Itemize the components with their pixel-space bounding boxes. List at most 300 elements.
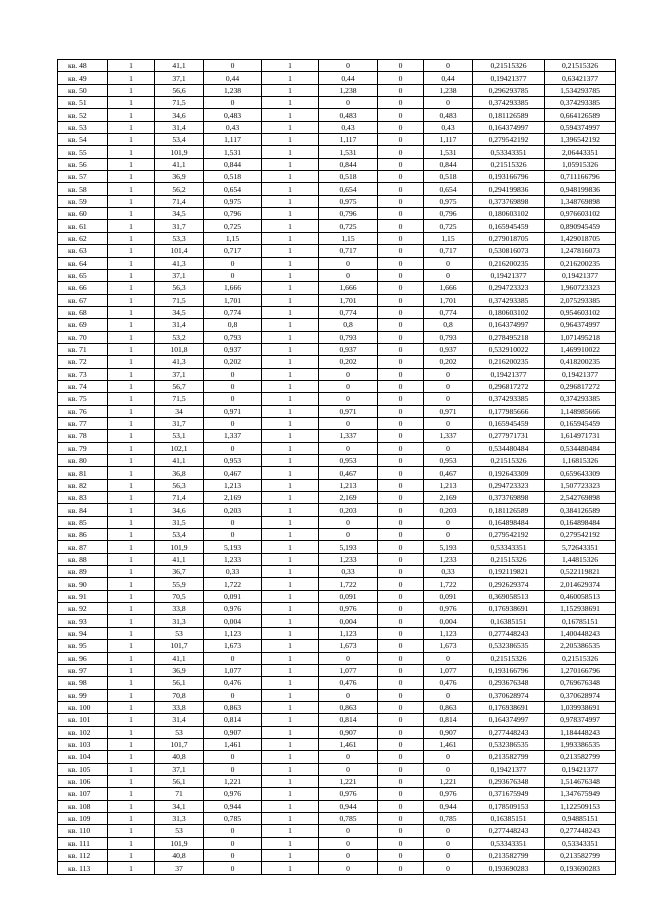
col-share-cell: 0,21515326 xyxy=(473,60,545,72)
col-share-cell: 0,369058513 xyxy=(473,590,545,602)
col-count-cell: 1 xyxy=(108,282,155,294)
col-value-b-cell: 0,863 xyxy=(319,701,378,713)
col-area-cell: 56,2 xyxy=(155,183,204,195)
apartment-number-cell: кв. 54 xyxy=(58,134,108,146)
col-value-c-cell: 1,666 xyxy=(424,282,473,294)
col-value-a-cell: 0 xyxy=(204,652,262,664)
col-count-b-cell: 1 xyxy=(262,294,319,306)
col-total-cell: 1,122509153 xyxy=(545,800,616,812)
col-share-cell: 0,374293385 xyxy=(473,97,545,109)
col-area-cell: 37 xyxy=(155,862,204,874)
col-share-cell: 0,19421377 xyxy=(473,269,545,281)
col-count-b-cell: 1 xyxy=(262,800,319,812)
table-row xyxy=(58,208,616,220)
col-value-c-cell: 0 xyxy=(424,257,473,269)
col-value-a-cell: 0,971 xyxy=(204,405,262,417)
col-area-cell: 36,9 xyxy=(155,171,204,183)
col-total-cell: 0,296817272 xyxy=(545,380,616,392)
col-total-cell: 0,277448243 xyxy=(545,825,616,837)
col-value-b-cell: 1,673 xyxy=(319,640,378,652)
col-area-cell: 37,1 xyxy=(155,368,204,380)
table-row xyxy=(58,220,616,232)
apartment-number-cell: кв. 60 xyxy=(58,208,108,220)
col-value-c-cell: 0,44 xyxy=(424,72,473,84)
col-value-b-cell: 1,213 xyxy=(319,479,378,491)
apartment-number-cell: кв. 79 xyxy=(58,442,108,454)
col-share-cell: 0,178509153 xyxy=(473,800,545,812)
col-count-cell: 1 xyxy=(108,677,155,689)
col-count-cell: 1 xyxy=(108,603,155,615)
apartment-number-cell: кв. 106 xyxy=(58,775,108,787)
col-value-a-cell: 1,117 xyxy=(204,134,262,146)
col-value-c-cell: 1,722 xyxy=(424,578,473,590)
col-count-b-cell: 1 xyxy=(262,146,319,158)
col-value-c-cell: 0 xyxy=(424,763,473,775)
col-area-cell: 70,5 xyxy=(155,590,204,602)
col-value-c-cell: 1,117 xyxy=(424,134,473,146)
col-total-cell: 1,396542192 xyxy=(545,134,616,146)
col-count-b-cell: 1 xyxy=(262,701,319,713)
col-count-b-cell: 1 xyxy=(262,627,319,639)
apartment-number-cell: кв. 112 xyxy=(58,850,108,862)
col-total-cell: 0,418200235 xyxy=(545,356,616,368)
col-share-cell: 0,530816073 xyxy=(473,245,545,257)
col-value-c-cell: 0,33 xyxy=(424,566,473,578)
col-value-c-cell: 0 xyxy=(424,417,473,429)
col-total-cell: 1,429018705 xyxy=(545,232,616,244)
apartment-number-cell: кв. 67 xyxy=(58,294,108,306)
col-count-cell: 1 xyxy=(108,627,155,639)
col-value-a-cell: 0,844 xyxy=(204,158,262,170)
col-count-b-cell: 1 xyxy=(262,405,319,417)
col-share-cell: 0,16385151 xyxy=(473,812,545,824)
col-value-a-cell: 0 xyxy=(204,269,262,281)
col-value-b-cell: 0 xyxy=(319,751,378,763)
col-total-cell: 0,216200235 xyxy=(545,257,616,269)
col-count-cell: 1 xyxy=(108,566,155,578)
col-value-a-cell: 0,8 xyxy=(204,319,262,331)
apartment-number-cell: кв. 97 xyxy=(58,664,108,676)
col-share-cell: 0,177985666 xyxy=(473,405,545,417)
col-share-cell: 0,532386535 xyxy=(473,640,545,652)
apartment-number-cell: кв. 85 xyxy=(58,516,108,528)
col-total-cell: 0,659643309 xyxy=(545,467,616,479)
col-share-cell: 0,374293385 xyxy=(473,294,545,306)
col-value-c-cell: 1,221 xyxy=(424,775,473,787)
col-count-cell: 1 xyxy=(108,442,155,454)
col-total-cell: 0,948199836 xyxy=(545,183,616,195)
col-count-cell: 1 xyxy=(108,257,155,269)
col-area-cell: 37,1 xyxy=(155,269,204,281)
col-count-cell: 1 xyxy=(108,319,155,331)
col-total-cell: 1,071495218 xyxy=(545,331,616,343)
col-total-cell: 0,534480484 xyxy=(545,442,616,454)
col-area-cell: 71,5 xyxy=(155,294,204,306)
col-value-a-cell: 0,483 xyxy=(204,109,262,121)
col-total-cell: 2,014629374 xyxy=(545,578,616,590)
col-total-cell: 1,148985666 xyxy=(545,405,616,417)
col-share-cell: 0,216200235 xyxy=(473,257,545,269)
table-body xyxy=(58,60,616,875)
col-zero-cell: 0 xyxy=(378,590,424,602)
table-row xyxy=(58,134,616,146)
document-page xyxy=(57,59,616,875)
col-count-b-cell: 1 xyxy=(262,134,319,146)
table-row xyxy=(58,615,616,627)
apartment-number-cell: кв. 86 xyxy=(58,529,108,541)
col-count-cell: 1 xyxy=(108,417,155,429)
col-area-cell: 36,8 xyxy=(155,467,204,479)
col-count-b-cell: 1 xyxy=(262,603,319,615)
col-value-a-cell: 0,907 xyxy=(204,726,262,738)
col-area-cell: 36,7 xyxy=(155,566,204,578)
col-value-a-cell: 1,461 xyxy=(204,738,262,750)
table-row xyxy=(58,158,616,170)
col-total-cell: 1,184448243 xyxy=(545,726,616,738)
col-count-cell: 1 xyxy=(108,158,155,170)
col-area-cell: 34,6 xyxy=(155,109,204,121)
table-row xyxy=(58,380,616,392)
col-total-cell: 0,19421377 xyxy=(545,269,616,281)
apartment-number-cell: кв. 70 xyxy=(58,331,108,343)
col-count-b-cell: 1 xyxy=(262,356,319,368)
col-count-b-cell: 1 xyxy=(262,479,319,491)
col-share-cell: 0,19421377 xyxy=(473,72,545,84)
col-value-c-cell: 0,202 xyxy=(424,356,473,368)
col-zero-cell: 0 xyxy=(378,800,424,812)
apartment-number-cell: кв. 55 xyxy=(58,146,108,158)
col-value-a-cell: 0 xyxy=(204,862,262,874)
table-row xyxy=(58,862,616,874)
col-value-b-cell: 0 xyxy=(319,652,378,664)
col-area-cell: 53 xyxy=(155,825,204,837)
col-area-cell: 31,3 xyxy=(155,615,204,627)
table-row xyxy=(58,751,616,763)
col-total-cell: 0,94885151 xyxy=(545,812,616,824)
col-area-cell: 70,8 xyxy=(155,689,204,701)
col-zero-cell: 0 xyxy=(378,578,424,590)
col-zero-cell: 0 xyxy=(378,812,424,824)
col-count-cell: 1 xyxy=(108,393,155,405)
col-count-b-cell: 1 xyxy=(262,60,319,72)
col-zero-cell: 0 xyxy=(378,553,424,565)
col-count-cell: 1 xyxy=(108,479,155,491)
col-zero-cell: 0 xyxy=(378,208,424,220)
col-count-b-cell: 1 xyxy=(262,171,319,183)
col-count-b-cell: 1 xyxy=(262,319,319,331)
col-value-b-cell: 0,33 xyxy=(319,566,378,578)
col-zero-cell: 0 xyxy=(378,664,424,676)
col-value-b-cell: 0,976 xyxy=(319,788,378,800)
col-zero-cell: 0 xyxy=(378,825,424,837)
col-zero-cell: 0 xyxy=(378,504,424,516)
col-count-b-cell: 1 xyxy=(262,751,319,763)
col-area-cell: 101,4 xyxy=(155,245,204,257)
col-value-a-cell: 0,937 xyxy=(204,343,262,355)
col-count-cell: 1 xyxy=(108,245,155,257)
col-value-a-cell: 0 xyxy=(204,380,262,392)
col-count-cell: 1 xyxy=(108,850,155,862)
col-area-cell: 31,4 xyxy=(155,319,204,331)
col-value-a-cell: 0 xyxy=(204,257,262,269)
table-row xyxy=(58,504,616,516)
col-value-a-cell: 0 xyxy=(204,529,262,541)
col-value-b-cell: 0,43 xyxy=(319,121,378,133)
col-count-cell: 1 xyxy=(108,60,155,72)
table-row xyxy=(58,257,616,269)
col-value-a-cell: 1,15 xyxy=(204,232,262,244)
col-value-c-cell: 0,907 xyxy=(424,726,473,738)
apartment-number-cell: кв. 53 xyxy=(58,121,108,133)
col-count-cell: 1 xyxy=(108,294,155,306)
col-count-b-cell: 1 xyxy=(262,208,319,220)
col-count-b-cell: 1 xyxy=(262,652,319,664)
col-total-cell: 1,534293785 xyxy=(545,84,616,96)
col-value-c-cell: 0,717 xyxy=(424,245,473,257)
table-row xyxy=(58,405,616,417)
col-count-cell: 1 xyxy=(108,195,155,207)
col-zero-cell: 0 xyxy=(378,343,424,355)
col-share-cell: 0,293676348 xyxy=(473,677,545,689)
apartment-number-cell: кв. 98 xyxy=(58,677,108,689)
col-value-b-cell: 0 xyxy=(319,380,378,392)
col-share-cell: 0,21515326 xyxy=(473,455,545,467)
col-value-b-cell: 0,725 xyxy=(319,220,378,232)
col-count-b-cell: 1 xyxy=(262,343,319,355)
col-count-cell: 1 xyxy=(108,306,155,318)
col-share-cell: 0,534480484 xyxy=(473,442,545,454)
col-area-cell: 31,4 xyxy=(155,714,204,726)
apartment-number-cell: кв. 100 xyxy=(58,701,108,713)
col-total-cell: 0,374293385 xyxy=(545,97,616,109)
col-share-cell: 0,164374997 xyxy=(473,121,545,133)
col-zero-cell: 0 xyxy=(378,220,424,232)
apartment-number-cell: кв. 69 xyxy=(58,319,108,331)
col-zero-cell: 0 xyxy=(378,775,424,787)
col-count-cell: 1 xyxy=(108,664,155,676)
table-row xyxy=(58,306,616,318)
col-total-cell: 0,165945459 xyxy=(545,417,616,429)
col-value-c-cell: 0 xyxy=(424,529,473,541)
col-count-b-cell: 1 xyxy=(262,467,319,479)
col-count-cell: 1 xyxy=(108,738,155,750)
col-area-cell: 31,3 xyxy=(155,812,204,824)
col-share-cell: 0,53343351 xyxy=(473,837,545,849)
col-total-cell: 2,075293385 xyxy=(545,294,616,306)
col-zero-cell: 0 xyxy=(378,356,424,368)
col-value-b-cell: 0,793 xyxy=(319,331,378,343)
col-area-cell: 41,1 xyxy=(155,652,204,664)
col-share-cell: 0,216200235 xyxy=(473,356,545,368)
col-area-cell: 40,8 xyxy=(155,751,204,763)
col-area-cell: 53 xyxy=(155,726,204,738)
col-value-c-cell: 0,203 xyxy=(424,504,473,516)
col-share-cell: 0,192119821 xyxy=(473,566,545,578)
apartment-number-cell: кв. 78 xyxy=(58,430,108,442)
col-value-c-cell: 0,796 xyxy=(424,208,473,220)
col-zero-cell: 0 xyxy=(378,751,424,763)
col-count-b-cell: 1 xyxy=(262,738,319,750)
col-count-b-cell: 1 xyxy=(262,220,319,232)
col-value-a-cell: 0,467 xyxy=(204,467,262,479)
col-share-cell: 0,176938691 xyxy=(473,701,545,713)
col-count-cell: 1 xyxy=(108,183,155,195)
col-value-b-cell: 1,117 xyxy=(319,134,378,146)
col-count-cell: 1 xyxy=(108,467,155,479)
col-value-a-cell: 0,774 xyxy=(204,306,262,318)
col-count-cell: 1 xyxy=(108,405,155,417)
col-value-c-cell: 0 xyxy=(424,689,473,701)
col-share-cell: 0,373769898 xyxy=(473,195,545,207)
col-value-b-cell: 0 xyxy=(319,417,378,429)
col-value-b-cell: 2,169 xyxy=(319,492,378,504)
col-value-c-cell: 1,077 xyxy=(424,664,473,676)
col-value-a-cell: 0,33 xyxy=(204,566,262,578)
col-share-cell: 0,193166796 xyxy=(473,664,545,676)
col-zero-cell: 0 xyxy=(378,134,424,146)
col-value-a-cell: 1,233 xyxy=(204,553,262,565)
apartment-number-cell: кв. 65 xyxy=(58,269,108,281)
col-value-a-cell: 1,666 xyxy=(204,282,262,294)
col-zero-cell: 0 xyxy=(378,726,424,738)
table-row xyxy=(58,195,616,207)
col-count-cell: 1 xyxy=(108,763,155,775)
col-value-c-cell: 0,863 xyxy=(424,701,473,713)
col-total-cell: 2,06443351 xyxy=(545,146,616,158)
col-count-cell: 1 xyxy=(108,504,155,516)
col-area-cell: 53,4 xyxy=(155,529,204,541)
col-share-cell: 0,532910022 xyxy=(473,343,545,355)
col-area-cell: 53,1 xyxy=(155,430,204,442)
apartment-number-cell: кв. 71 xyxy=(58,343,108,355)
col-share-cell: 0,192643309 xyxy=(473,467,545,479)
col-value-b-cell: 1,15 xyxy=(319,232,378,244)
col-count-cell: 1 xyxy=(108,269,155,281)
col-total-cell: 1,039938691 xyxy=(545,701,616,713)
col-value-a-cell: 1,701 xyxy=(204,294,262,306)
col-count-cell: 1 xyxy=(108,714,155,726)
col-value-a-cell: 0 xyxy=(204,689,262,701)
apartment-number-cell: кв. 102 xyxy=(58,726,108,738)
table-row xyxy=(58,701,616,713)
col-value-b-cell: 0,518 xyxy=(319,171,378,183)
table-row xyxy=(58,269,616,281)
col-area-cell: 34 xyxy=(155,405,204,417)
col-count-cell: 1 xyxy=(108,825,155,837)
col-count-cell: 1 xyxy=(108,640,155,652)
col-value-b-cell: 0 xyxy=(319,689,378,701)
col-share-cell: 0,373769898 xyxy=(473,492,545,504)
col-value-c-cell: 1,461 xyxy=(424,738,473,750)
col-value-c-cell: 0,844 xyxy=(424,158,473,170)
table-row xyxy=(58,319,616,331)
col-value-b-cell: 0,971 xyxy=(319,405,378,417)
col-area-cell: 101,7 xyxy=(155,640,204,652)
col-value-a-cell: 0,976 xyxy=(204,788,262,800)
col-value-b-cell: 1,666 xyxy=(319,282,378,294)
apartment-number-cell: кв. 63 xyxy=(58,245,108,257)
col-area-cell: 31,7 xyxy=(155,417,204,429)
col-value-c-cell: 0,654 xyxy=(424,183,473,195)
col-zero-cell: 0 xyxy=(378,417,424,429)
col-value-b-cell: 0,944 xyxy=(319,800,378,812)
col-value-b-cell: 0,796 xyxy=(319,208,378,220)
col-value-c-cell: 0,774 xyxy=(424,306,473,318)
col-value-a-cell: 0 xyxy=(204,417,262,429)
col-share-cell: 0,21515326 xyxy=(473,553,545,565)
col-count-b-cell: 1 xyxy=(262,417,319,429)
col-zero-cell: 0 xyxy=(378,701,424,713)
col-share-cell: 0,532386535 xyxy=(473,738,545,750)
col-value-b-cell: 0 xyxy=(319,825,378,837)
apartment-number-cell: кв. 49 xyxy=(58,72,108,84)
table-row xyxy=(58,726,616,738)
col-total-cell: 1,614971731 xyxy=(545,430,616,442)
col-count-cell: 1 xyxy=(108,97,155,109)
col-count-cell: 1 xyxy=(108,800,155,812)
col-count-cell: 1 xyxy=(108,652,155,664)
col-total-cell: 1,152938691 xyxy=(545,603,616,615)
apartment-number-cell: кв. 82 xyxy=(58,479,108,491)
col-area-cell: 31,7 xyxy=(155,220,204,232)
col-count-cell: 1 xyxy=(108,220,155,232)
col-zero-cell: 0 xyxy=(378,257,424,269)
col-value-a-cell: 0,518 xyxy=(204,171,262,183)
col-value-c-cell: 0,43 xyxy=(424,121,473,133)
col-value-c-cell: 0,814 xyxy=(424,714,473,726)
col-zero-cell: 0 xyxy=(378,714,424,726)
table-row xyxy=(58,368,616,380)
col-count-cell: 1 xyxy=(108,356,155,368)
col-count-b-cell: 1 xyxy=(262,158,319,170)
table-row xyxy=(58,553,616,565)
col-count-cell: 1 xyxy=(108,615,155,627)
col-value-c-cell: 0,975 xyxy=(424,195,473,207)
col-count-b-cell: 1 xyxy=(262,245,319,257)
col-value-a-cell: 0,717 xyxy=(204,245,262,257)
col-value-b-cell: 0,44 xyxy=(319,72,378,84)
col-total-cell: 1,348769898 xyxy=(545,195,616,207)
table-row xyxy=(58,171,616,183)
col-value-c-cell: 0,004 xyxy=(424,615,473,627)
table-row xyxy=(58,837,616,849)
col-count-b-cell: 1 xyxy=(262,590,319,602)
col-value-c-cell: 0 xyxy=(424,652,473,664)
col-share-cell: 0,296817272 xyxy=(473,380,545,392)
col-share-cell: 0,213582799 xyxy=(473,751,545,763)
table-row xyxy=(58,282,616,294)
col-total-cell: 0,164898484 xyxy=(545,516,616,528)
col-area-cell: 31,4 xyxy=(155,121,204,133)
apartment-number-cell: кв. 107 xyxy=(58,788,108,800)
col-total-cell: 1,469910022 xyxy=(545,343,616,355)
col-value-b-cell: 0,202 xyxy=(319,356,378,368)
col-area-cell: 41,3 xyxy=(155,356,204,368)
col-area-cell: 56,1 xyxy=(155,677,204,689)
col-count-b-cell: 1 xyxy=(262,862,319,874)
col-share-cell: 0,181126589 xyxy=(473,504,545,516)
col-value-a-cell: 0,202 xyxy=(204,356,262,368)
table-row xyxy=(58,640,616,652)
apartment-number-cell: кв. 76 xyxy=(58,405,108,417)
col-zero-cell: 0 xyxy=(378,121,424,133)
col-count-b-cell: 1 xyxy=(262,121,319,133)
col-zero-cell: 0 xyxy=(378,306,424,318)
col-value-b-cell: 0 xyxy=(319,763,378,775)
col-total-cell: 0,890945459 xyxy=(545,220,616,232)
col-area-cell: 41,1 xyxy=(155,60,204,72)
col-share-cell: 0,164374997 xyxy=(473,714,545,726)
